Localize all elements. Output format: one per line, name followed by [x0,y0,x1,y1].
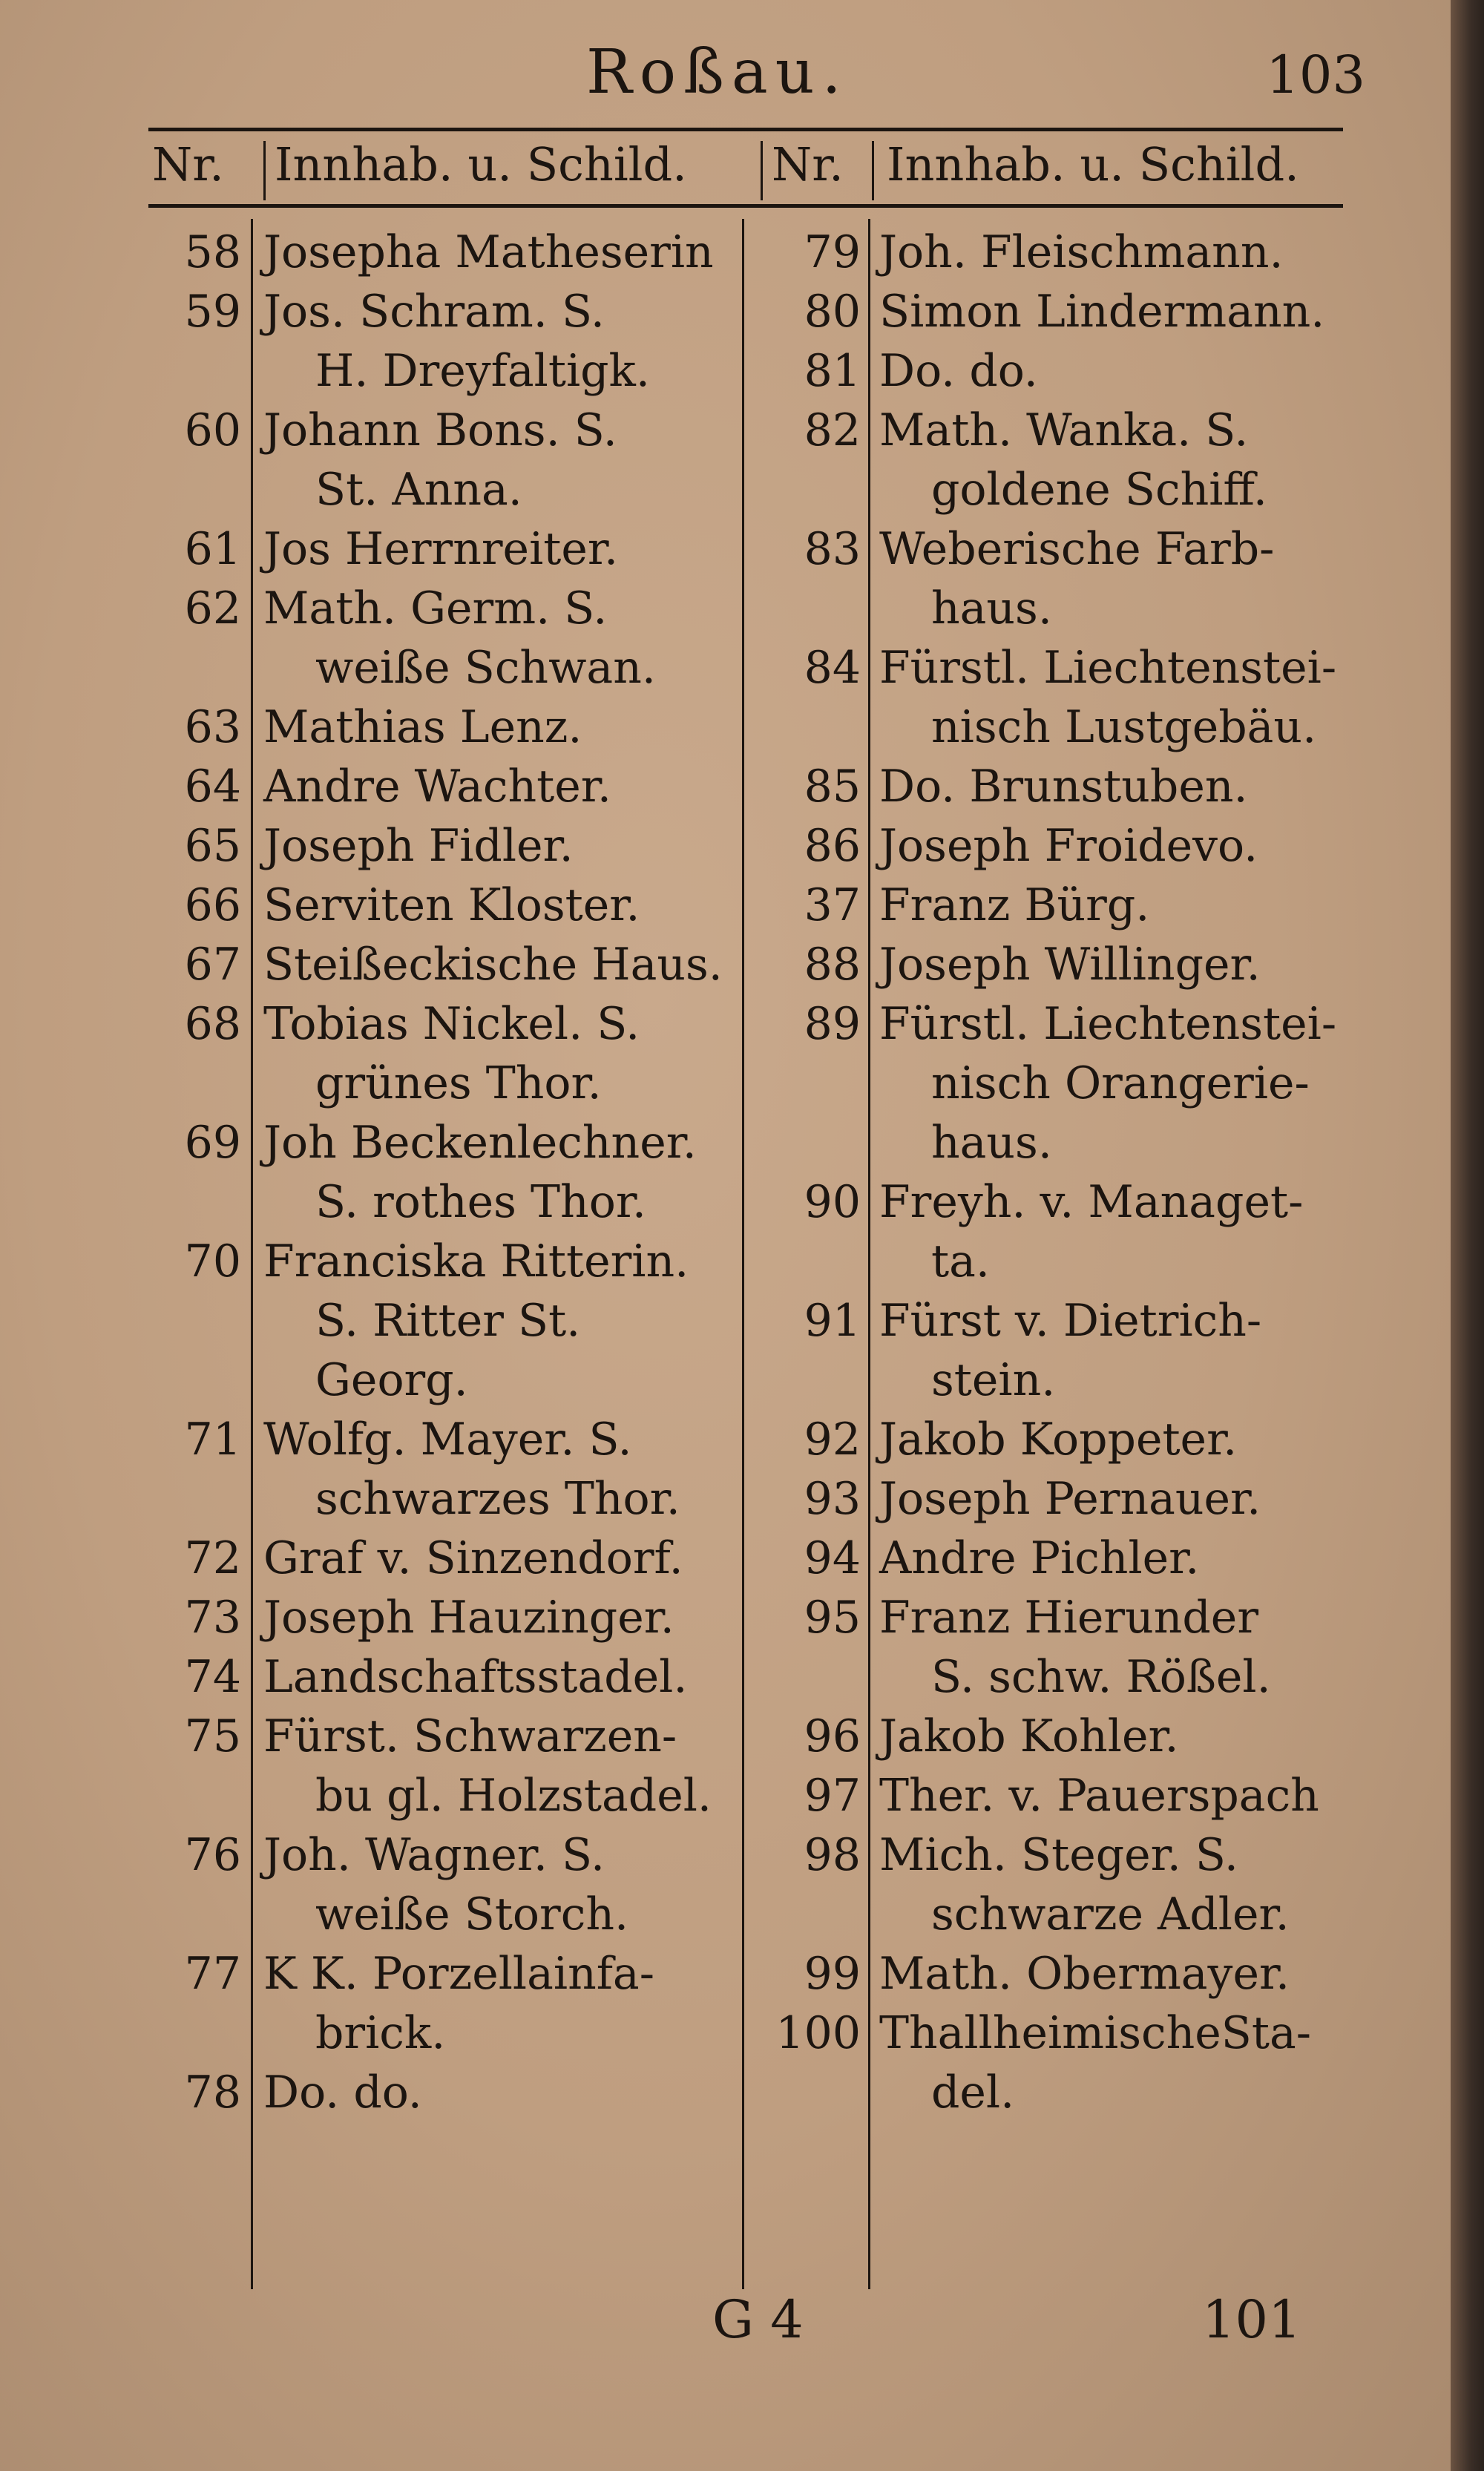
entry-number: 58 [184,226,241,278]
entry-sign: weiße Schwan. [315,642,656,694]
entry-sign: weiße Storch. [315,1888,629,1940]
catchword: 101 [1202,2289,1301,2350]
entry-owner: Joseph Froidevo. [879,820,1258,872]
entry-number: 81 [804,345,861,397]
entry-owner: Joseph Hauzinger. [263,1592,674,1644]
entry-sign: S. Ritter St. [315,1295,581,1347]
entry-sign: del. [931,2067,1015,2119]
entry-owner: Fürst v. Dietrich- [879,1295,1262,1347]
entry-owner: Steißeckische Haus. [263,939,723,991]
entry-sign: ta. [931,1236,990,1287]
entry-number: 76 [184,1829,241,1881]
entry-number: 82 [804,404,861,456]
entry-number: 62 [184,583,241,634]
signature-mark: G 4 [712,2289,804,2350]
entry-number: 68 [184,998,241,1050]
header-divider-3 [872,141,874,200]
entry-owner: Andre Wachter. [263,761,611,813]
entry-number: 96 [804,1710,861,1762]
entry-owner: Wolfg. Mayer. S. [263,1414,632,1466]
entry-number: 83 [804,523,861,575]
entry-owner: Joseph Willinger. [879,939,1261,991]
entry-number: 75 [184,1710,241,1762]
right-number-divider [868,219,870,2289]
entry-owner: ThallheimischeSta- [879,2007,1312,2059]
entry-number: 64 [184,761,241,813]
page-header [148,30,1365,119]
entry-owner: Joh. Wagner. S. [263,1829,605,1881]
header-rule-bottom [148,204,1343,208]
entry-owner: Do. do. [263,2067,422,2119]
entry-sign: H. Dreyfaltigk. [315,345,650,397]
entry-number: 78 [184,2067,241,2119]
entry-owner: Johann Bons. S. [263,404,617,456]
entry-owner: Franciska Ritterin. [263,1236,689,1287]
entry-sign: brick. [315,2007,446,2059]
entry-number: 79 [804,226,861,278]
column-header-left-nr: Nr. [152,137,224,191]
entry-number: 72 [184,1532,241,1584]
entry-number: 93 [804,1473,861,1525]
entry-sign: S. schw. Rößel. [931,1651,1271,1703]
column-header-right-owner: Innhab. u. Schild. [887,137,1299,191]
entry-owner: Math. Obermayer. [879,1948,1290,2000]
entry-owner: Jos Herrnreiter. [263,523,619,575]
entry-owner: Serviten Kloster. [263,879,640,931]
entry-number: 73 [184,1592,241,1644]
book-edge [1451,0,1484,2471]
page-number: 103 [1266,45,1365,105]
entry-number: 94 [804,1532,861,1584]
entry-number: 80 [804,286,861,338]
column-header-right-nr: Nr. [772,137,844,191]
header-divider-2 [761,141,763,200]
left-number-divider [251,219,253,2289]
entry-owner: Jakob Kohler. [879,1710,1179,1762]
entry-sign: stein. [931,1354,1056,1406]
entry-owner: Tobias Nickel. S. [263,998,640,1050]
entry-owner: Jakob Koppeter. [879,1414,1238,1466]
entry-number: 70 [184,1236,241,1287]
entry-owner: Mich. Steger. S. [879,1829,1238,1881]
entry-owner: Graf v. Sinzendorf. [263,1532,683,1584]
entry-owner: Do. do. [879,345,1038,397]
entry-owner: Do. Brunstuben. [879,761,1248,813]
entry-sign: bu gl. Holzstadel. [315,1770,712,1822]
entry-number: 91 [804,1295,861,1347]
entry-owner: Math. Wanka. S. [879,404,1249,456]
entry-number: 97 [804,1770,861,1822]
center-column-divider [742,219,744,2289]
entry-number: 90 [804,1176,861,1228]
entry-number: 74 [184,1651,241,1703]
entry-number: 63 [184,701,241,753]
entry-owner: Andre Pichler. [879,1532,1200,1584]
entry-number: 98 [804,1829,861,1881]
entry-number: 89 [804,998,861,1050]
entry-owner: Mathias Lenz. [263,701,582,753]
entry-number: 37 [804,879,861,931]
entry-owner: Josepha Matheserin [263,226,714,278]
entry-number: 67 [184,939,241,991]
entry-number: 92 [804,1414,861,1466]
entry-owner: Weberische Farb- [879,523,1275,575]
entry-number: 59 [184,286,241,338]
entry-sign: nisch Lustgebäu. [931,701,1317,753]
entry-number: 65 [184,820,241,872]
entry-number: 100 [775,2007,861,2059]
entry-number: 60 [184,404,241,456]
running-title: Roßau. [586,37,849,108]
entry-owner: Joh. Fleischmann. [879,226,1284,278]
entry-number: 88 [804,939,861,991]
entry-sign: schwarze Adler. [931,1888,1290,1940]
entry-number: 95 [804,1592,861,1644]
entry-owner: Franz Bürg. [879,879,1150,931]
entry-number: 71 [184,1414,241,1466]
entry-owner: Landschaftsstadel. [263,1651,688,1703]
entry-sign: haus. [931,583,1052,634]
entry-owner: Jos. Schram. S. [263,286,605,338]
entry-sign: nisch Orangerie- [931,1057,1310,1109]
entry-owner: Joseph Pernauer. [879,1473,1261,1525]
entry-owner: Fürstl. Liechtenstei- [879,998,1337,1050]
entry-owner: Joseph Fidler. [263,820,574,872]
entry-owner: Fürstl. Liechtenstei- [879,642,1337,694]
entry-sign: grünes Thor. [315,1057,602,1109]
entry-owner: K K. Porzellainfa- [263,1948,654,2000]
entry-owner: Freyh. v. Managet- [879,1176,1304,1228]
entry-sign: Georg. [315,1354,468,1406]
entry-number: 66 [184,879,241,931]
entry-owner: Math. Germ. S. [263,583,608,634]
entry-owner: Ther. v. Pauerspach [879,1770,1319,1822]
entry-number: 77 [184,1948,241,2000]
entry-sign: schwarzes Thor. [315,1473,680,1525]
entry-number: 99 [804,1948,861,2000]
entry-owner: Franz Hierunder [879,1592,1258,1644]
header-divider-1 [263,141,266,200]
header-rule-top [148,128,1343,131]
entry-sign: goldene Schiff. [931,464,1267,516]
entry-number: 84 [804,642,861,694]
entry-number: 69 [184,1117,241,1169]
entry-number: 61 [184,523,241,575]
entry-sign: St. Anna. [315,464,522,516]
column-header-left-owner: Innhab. u. Schild. [275,137,687,191]
entry-number: 86 [804,820,861,872]
entry-owner: Fürst. Schwarzen- [263,1710,677,1762]
entry-sign: S. rothes Thor. [315,1176,646,1228]
entry-owner: Joh Beckenlechner. [263,1117,697,1169]
entry-owner: Simon Lindermann. [879,286,1325,338]
entry-sign: haus. [931,1117,1052,1169]
entry-number: 85 [804,761,861,813]
